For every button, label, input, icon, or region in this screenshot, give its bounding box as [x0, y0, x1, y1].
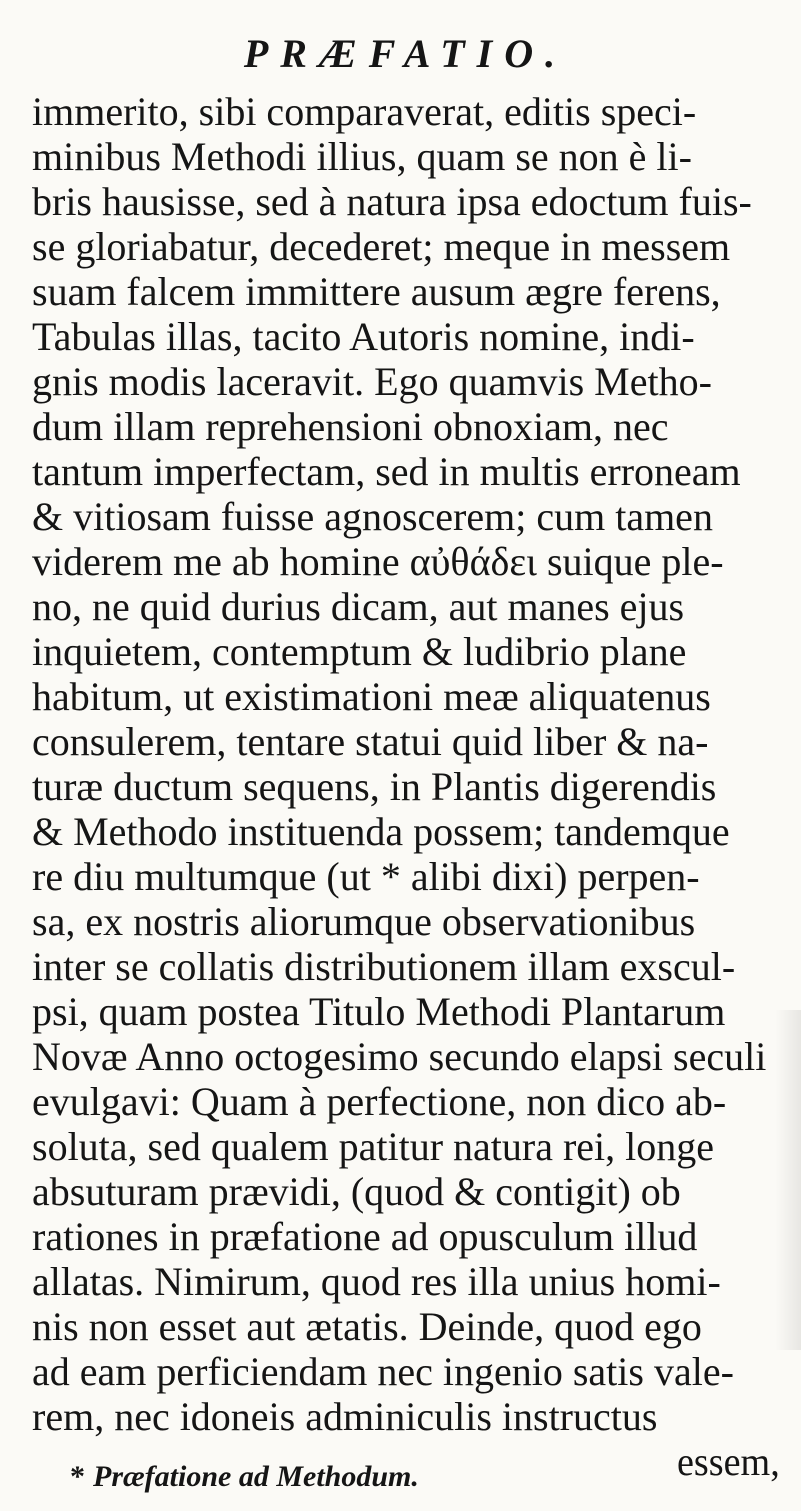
- text-line: inter se collatis distributionem illam exscul-: [32, 944, 736, 989]
- text-line: inquietem, contemptum & ludibrio plane: [32, 629, 687, 674]
- text-line: gnis modis laceravit. Ego quamvis Metho-: [32, 359, 712, 404]
- text-line: & vitiosam fuisse agnoscerem; cum tamen: [32, 494, 713, 539]
- text-line: viderem me ab homine αὐθάδει suique ple-: [32, 539, 724, 584]
- text-line: consulerem, tentare statui quid liber & na-: [32, 719, 709, 764]
- text-line: rem, nec idoneis adminiculis instructus: [32, 1394, 658, 1439]
- text-line: minibus Methodi illius, quam se non è li-: [32, 134, 692, 179]
- text-line: habitum, ut existimationi meæ aliquatenus: [32, 674, 711, 719]
- text-line: turæ ductum sequens, in Plantis digerendis: [32, 764, 717, 809]
- text-line: suam falcem immittere ausum ægre ferens,: [32, 269, 721, 314]
- footnote-marker: *: [70, 1460, 85, 1493]
- text-line: allatas. Nimirum, quod res illa unius homi-: [32, 1259, 721, 1304]
- text-line: rationes in præfatione ad opusculum illud: [32, 1214, 698, 1259]
- text-line-catchword: essem,: [677, 1439, 780, 1484]
- text-line: dum illam reprehensioni obnoxiam, nec: [32, 404, 669, 449]
- text-line: Novæ Anno octogesimo secundo elapsi seculi: [32, 1034, 767, 1079]
- text-line: & Methodo instituenda possem; tandemque: [32, 809, 730, 854]
- text-line: nis non esset aut ætatis. Deinde, quod ego: [32, 1304, 702, 1349]
- text-line: ad eam perficiendam nec ingenio satis vale-: [32, 1349, 734, 1394]
- text-line: psi, quam postea Titulo Methodi Plantarum: [32, 989, 726, 1034]
- text-line: evulgavi: Quam à perfectione, non dico ab-: [32, 1079, 727, 1124]
- text-line: re diu multumque (ut * alibi dixi) perpen-: [32, 854, 700, 899]
- text-line: se gloriabatur, decederet; meque in messem: [32, 224, 731, 269]
- text-line: bris hausisse, sed à natura ipsa edoctum fuis-: [32, 179, 752, 224]
- text-line: sa, ex nostris aliorumque observationibus: [32, 899, 696, 944]
- page-edge-shadow: [775, 1010, 801, 1350]
- text-line: Tabulas illas, tacito Autoris nomine, indi-: [32, 314, 695, 359]
- footnote: [70, 1458, 419, 1496]
- text-line: no, ne quid durius dicam, aut manes ejus: [32, 584, 685, 629]
- text-line: immerito, sibi comparaverat, editis speci-: [32, 89, 697, 134]
- footnote-text: Præfatione ad Methodum.: [93, 1460, 419, 1493]
- text-line: soluta, sed qualem patitur natura rei, longe: [32, 1124, 715, 1169]
- text-line: absuturam prævidi, (quod & contigit) ob: [32, 1169, 681, 1214]
- text-line: tantum imperfectam, sed in multis erroneam: [32, 449, 741, 494]
- running-title: PRÆFATIO.: [243, 31, 568, 76]
